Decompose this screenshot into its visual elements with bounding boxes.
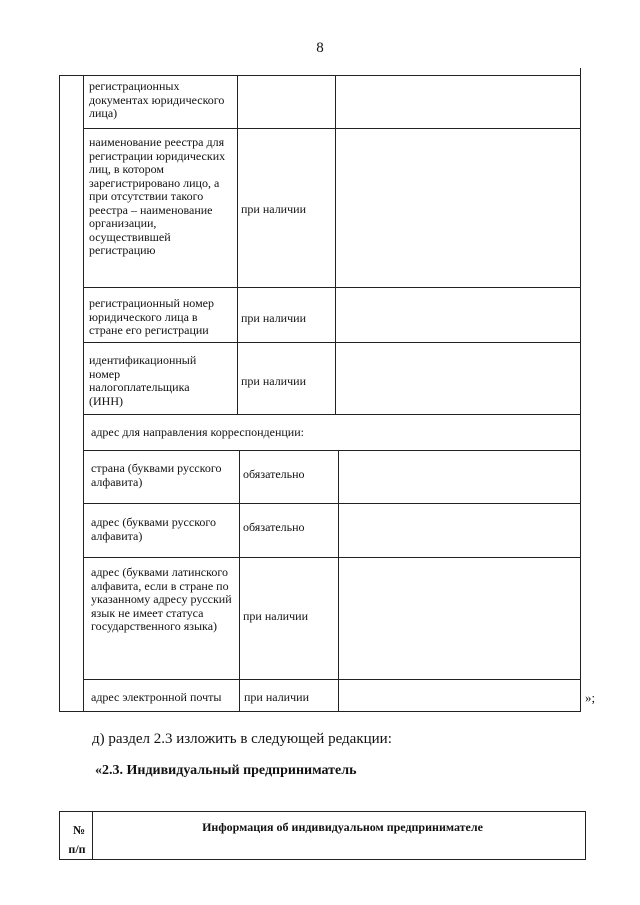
table-inner-left <box>83 75 84 711</box>
field-label: адрес (буквами русского алфавита) <box>91 515 217 543</box>
field-label: адрес (буквами латинского алфавита, если в стране по указанному адресу русский язык не имеет статуса государственного языка) <box>91 565 232 633</box>
row-divider <box>83 679 581 680</box>
row-divider <box>83 414 581 415</box>
page-number: 8 <box>316 40 324 56</box>
table-top <box>59 75 581 76</box>
requirement-label: обязательно <box>243 520 305 534</box>
table-col-divider-2 <box>335 75 336 415</box>
requirement-label: при наличии <box>241 374 306 388</box>
info-header: Информация об индивидуальном предпринимателе <box>202 820 483 834</box>
table-col-divider-1 <box>237 75 238 415</box>
amendment-paragraph: д) раздел 2.3 изложить в следующей редакции: <box>92 731 392 747</box>
row-divider <box>83 557 581 558</box>
closing-quote: »; <box>585 690 596 705</box>
table2-bottom <box>59 859 586 860</box>
requirement-label: при наличии <box>241 202 306 216</box>
field-label: адрес электронной почты <box>91 690 222 704</box>
number-header: № <box>72 823 86 837</box>
requirement-label: при наличии <box>243 609 308 623</box>
table2-left <box>59 811 60 860</box>
requirement-label: обязательно <box>243 467 305 481</box>
row-divider <box>83 287 581 288</box>
field-label: наименование реестра для регистрации юридических лиц, в котором зарегистрировано лицо, а при отсутствии такого реестра – наименование организации, осуществившей регистрацию <box>89 135 226 257</box>
table2-right <box>585 811 586 860</box>
row-divider <box>83 342 581 343</box>
row-divider <box>83 128 581 129</box>
requirement-label: при наличии <box>244 690 309 704</box>
table-col-divider-2b <box>338 450 339 711</box>
requirement-label: при наличии <box>241 311 306 325</box>
section-label: адрес для направления корреспонденции: <box>91 425 304 439</box>
section-heading: «2.3. Индивидуальный предприниматель <box>95 763 357 778</box>
table-col-divider-1b <box>239 450 240 711</box>
field-label: регистрационный номер юридического лица в стране его регистрации <box>89 296 214 337</box>
table2-top <box>59 811 586 812</box>
field-label: регистрационных документах юридического лица) <box>89 79 225 120</box>
table-border-right <box>580 68 581 712</box>
table-bottom <box>59 711 581 712</box>
field-label: идентификационный номер налогоплательщика (ИНН) <box>89 353 197 408</box>
number-header-sub: п/п <box>68 842 86 856</box>
field-label: страна (буквами русского алфавита) <box>91 461 222 489</box>
row-divider <box>83 450 581 451</box>
row-divider <box>83 503 581 504</box>
table2-divider <box>92 811 93 860</box>
table-border-left <box>59 75 60 711</box>
